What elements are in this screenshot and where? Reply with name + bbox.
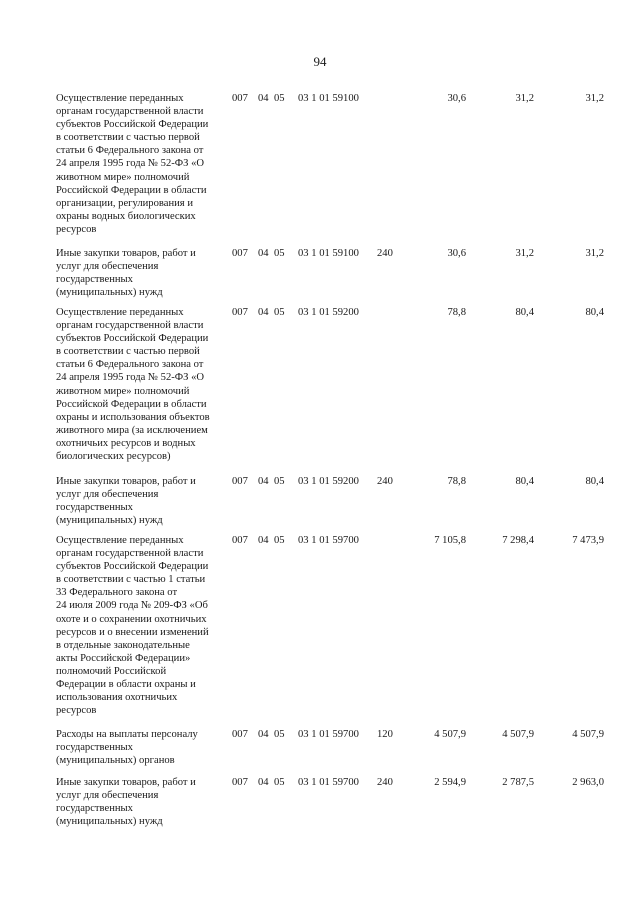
description-line: охоте и о сохранении охотничьих xyxy=(56,613,207,625)
cell-amount-y2: 80,4 xyxy=(515,307,534,318)
cell-section: 04 xyxy=(258,248,269,259)
row-description xyxy=(56,534,234,717)
description-line: Российской Федерации в области xyxy=(56,184,207,196)
cell-target: 03 1 01 59100 xyxy=(298,93,359,104)
cell-vid: 120 xyxy=(377,729,393,740)
row-description xyxy=(56,728,234,767)
description-line: 33 Федерального закона от xyxy=(56,587,178,599)
description-line: субъектов Российской Федерации xyxy=(56,119,209,131)
cell-target: 03 1 01 59200 xyxy=(298,307,359,318)
cell-amount-y1: 2 594,9 xyxy=(434,777,466,788)
cell-amount-y3: 2 963,0 xyxy=(572,777,604,788)
cell-subsection: 05 xyxy=(274,777,285,788)
description-line: органам государственной власти xyxy=(56,320,204,332)
cell-section: 04 xyxy=(258,93,269,104)
description-line: охотничьих ресурсов и водных xyxy=(56,437,196,449)
description-line: в соответствии с частью первой xyxy=(56,132,200,144)
description-line: Осуществление переданных xyxy=(56,93,184,104)
page-number: 94 xyxy=(313,54,327,69)
description-line: Осуществление переданных xyxy=(56,535,184,546)
cell-amount-y3: 31,2 xyxy=(585,93,604,104)
row-description xyxy=(56,475,234,527)
description-line: акты Российской Федерации» xyxy=(56,652,191,664)
description-line: Расходы на выплаты персоналу xyxy=(56,729,198,740)
description-line: ресурсов xyxy=(56,705,97,717)
description-line: статьи 6 Федерального закона от xyxy=(56,145,204,157)
description-line: использования охотничьих xyxy=(56,692,178,704)
description-line: ресурсов xyxy=(56,223,97,235)
description-line: Иные закупки товаров, работ и xyxy=(56,248,196,259)
cell-amount-y3: 31,2 xyxy=(585,248,604,259)
description-line: Осуществление переданных xyxy=(56,307,184,318)
description-line: животного мира (за исключением xyxy=(56,424,208,436)
description-line: организации, регулирования и xyxy=(56,197,193,209)
cell-vid: 240 xyxy=(377,476,393,487)
description-line: органам государственной власти xyxy=(56,106,204,118)
description-line: в соответствии с частью первой xyxy=(56,346,200,358)
cell-section: 04 xyxy=(258,307,269,318)
description-line: услуг для обеспечения xyxy=(56,261,159,273)
cell-amount-y1: 78,8 xyxy=(447,307,466,318)
description-line: 24 апреля 1995 года № 52-ФЗ «О xyxy=(56,158,205,170)
description-line: Российской Федерации в области xyxy=(56,398,207,410)
description-line: животном мире» полномочий xyxy=(56,171,190,183)
cell-target: 03 1 01 59700 xyxy=(298,729,359,740)
row-description xyxy=(56,247,234,299)
cell-amount-y2: 31,2 xyxy=(515,248,534,259)
description-line: органам государственной власти xyxy=(56,548,204,560)
cell-amount-y1: 30,6 xyxy=(447,248,466,259)
description-line: 24 июля 2009 года № 209-ФЗ «Об xyxy=(56,600,208,612)
description-line: охраны и использования объектов xyxy=(56,411,210,423)
cell-target: 03 1 01 59100 xyxy=(298,248,359,259)
cell-subsection: 05 xyxy=(274,248,285,259)
cell-section: 04 xyxy=(258,777,269,788)
cell-ministry: 007 xyxy=(232,535,248,546)
cell-vid: 240 xyxy=(377,248,393,259)
cell-amount-y2: 4 507,9 xyxy=(502,729,534,740)
cell-amount-y3: 80,4 xyxy=(585,307,604,318)
description-line: государственных xyxy=(56,742,133,754)
cell-section: 04 xyxy=(258,476,269,487)
cell-subsection: 05 xyxy=(274,729,285,740)
cell-amount-y1: 7 105,8 xyxy=(434,535,466,546)
description-line: полномочий Российской xyxy=(56,665,167,677)
cell-ministry: 007 xyxy=(232,93,248,104)
description-line: (муниципальных) нужд xyxy=(56,287,163,299)
description-line: услуг для обеспечения xyxy=(56,790,159,802)
cell-amount-y1: 78,8 xyxy=(447,476,466,487)
cell-target: 03 1 01 59700 xyxy=(298,535,359,546)
cell-amount-y3: 4 507,9 xyxy=(572,729,604,740)
cell-amount-y2: 80,4 xyxy=(515,476,534,487)
cell-subsection: 05 xyxy=(274,93,285,104)
row-description xyxy=(56,306,234,463)
description-line: государственных xyxy=(56,274,133,286)
description-line: услуг для обеспечения xyxy=(56,489,159,501)
cell-amount-y1: 4 507,9 xyxy=(434,729,466,740)
cell-amount-y2: 2 787,5 xyxy=(502,777,534,788)
description-line: статьи 6 Федерального закона от xyxy=(56,359,204,371)
row-description xyxy=(56,776,234,828)
description-line: субъектов Российской Федерации xyxy=(56,333,209,345)
description-line: Иные закупки товаров, работ и xyxy=(56,777,196,788)
cell-target: 03 1 01 59700 xyxy=(298,777,359,788)
description-line: биологических ресурсов) xyxy=(56,451,171,463)
cell-amount-y2: 31,2 xyxy=(515,93,534,104)
description-line: животном мире» полномочий xyxy=(56,385,190,397)
cell-target: 03 1 01 59200 xyxy=(298,476,359,487)
description-line: в соответствии с частью 1 статьи xyxy=(56,574,206,586)
cell-amount-y2: 7 298,4 xyxy=(502,535,534,546)
cell-ministry: 007 xyxy=(232,248,248,259)
cell-ministry: 007 xyxy=(232,307,248,318)
cell-subsection: 05 xyxy=(274,307,285,318)
description-line: государственных xyxy=(56,803,133,815)
description-line: в отдельные законодательные xyxy=(56,639,190,651)
cell-ministry: 007 xyxy=(232,729,248,740)
cell-subsection: 05 xyxy=(274,535,285,546)
description-line: государственных xyxy=(56,502,133,514)
description-line: Федерации в области охраны и xyxy=(56,679,196,691)
description-line: субъектов Российской Федерации xyxy=(56,561,209,573)
cell-ministry: 007 xyxy=(232,777,248,788)
cell-ministry: 007 xyxy=(232,476,248,487)
cell-subsection: 05 xyxy=(274,476,285,487)
cell-amount-y3: 80,4 xyxy=(585,476,604,487)
cell-amount-y3: 7 473,9 xyxy=(572,535,604,546)
cell-section: 04 xyxy=(258,535,269,546)
description-line: (муниципальных) нужд xyxy=(56,515,163,527)
cell-vid: 240 xyxy=(377,777,393,788)
cell-amount-y1: 30,6 xyxy=(447,93,466,104)
description-line: Иные закупки товаров, работ и xyxy=(56,476,196,487)
description-line: ресурсов и о внесении изменений xyxy=(56,626,209,638)
description-line: (муниципальных) органов xyxy=(56,755,175,767)
description-line: (муниципальных) нужд xyxy=(56,816,163,828)
description-line: охраны водных биологических xyxy=(56,210,196,222)
row-description xyxy=(56,92,234,236)
description-line: 24 апреля 1995 года № 52-ФЗ «О xyxy=(56,372,205,384)
cell-section: 04 xyxy=(258,729,269,740)
